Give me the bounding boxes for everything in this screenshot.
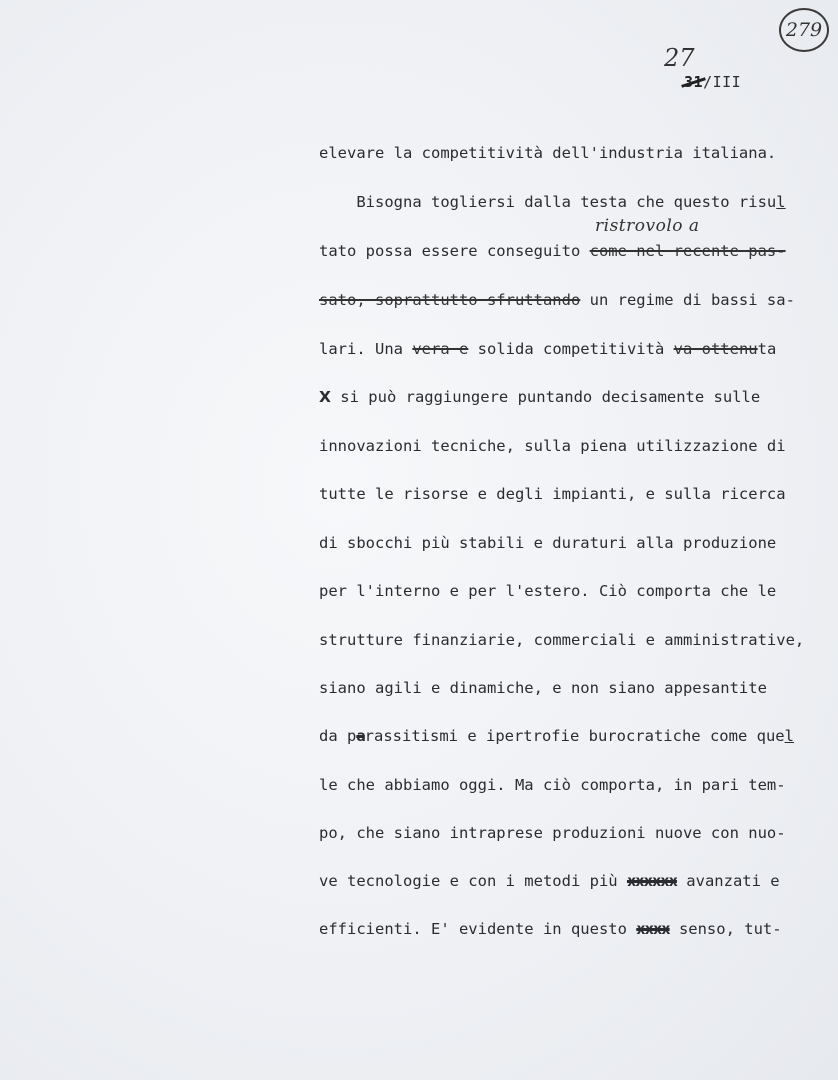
text-line: Bisogna togliersi dalla testa che questo risul xyxy=(319,193,786,211)
text-line: efficienti. E' evidente in questo xxxx senso, tut- xyxy=(319,920,782,938)
struck-text: sato, soprattutto sfruttando xyxy=(319,291,581,309)
text-line: innovazioni tecniche, sulla piena utilizzazione di xyxy=(319,437,786,455)
text-line: po, che siano intraprese produzioni nuove con nuo- xyxy=(319,824,786,842)
overstruck-text: xxxx xyxy=(636,920,670,938)
text-line: da parassitismi e ipertrofie burocratiche come quel xyxy=(319,727,794,745)
text-line: lari. Una vera e solida competitività va ottenuta xyxy=(319,340,777,358)
correction-mark: X xyxy=(319,388,331,406)
struck-text: come nel recente pas- xyxy=(589,242,786,260)
text-line: tato possa essere conseguito come nel recente pas- xyxy=(319,242,786,260)
text-line: sato, soprattutto sfruttando un regime di bassi sa- xyxy=(319,291,795,309)
handwritten-insertion: ristrovolo a xyxy=(595,216,700,236)
struck-text: va ottenu xyxy=(673,340,758,358)
text-line: ve tecnologie e con i metodi più xxxxxx avanzati e xyxy=(319,872,780,890)
struck-text: vera e xyxy=(412,340,469,358)
typed-page-reference xyxy=(684,73,741,91)
text-line: di sbocchi più stabili e duraturi alla produzione xyxy=(319,534,777,552)
text-line: per l'interno e per l'estero. Ciò comporta che le xyxy=(319,582,777,600)
archive-page-stamp: 279 xyxy=(779,8,829,52)
page-ref-suffix: /III xyxy=(703,73,742,91)
handwritten-page-number: 27 xyxy=(664,44,695,72)
struck-page-number: 31 xyxy=(684,73,704,91)
text-line: siano agili e dinamiche, e non siano appesantite xyxy=(319,679,767,697)
overstruck-text: xxxxxx xyxy=(626,872,677,890)
text-line: le che abbiamo oggi. Ma ciò comporta, in pari tem- xyxy=(319,776,786,794)
text-line: strutture finanziarie, commerciali e amministrative, xyxy=(319,631,805,649)
text-line: elevare la competitività dell'industria italiana. xyxy=(319,144,777,162)
overstruck-text: a xyxy=(356,727,365,745)
text-line: tutte le risorse e degli impianti, e sulla ricerca xyxy=(319,485,786,503)
text-line: X si può raggiungere puntando decisamente sulle xyxy=(319,388,761,406)
